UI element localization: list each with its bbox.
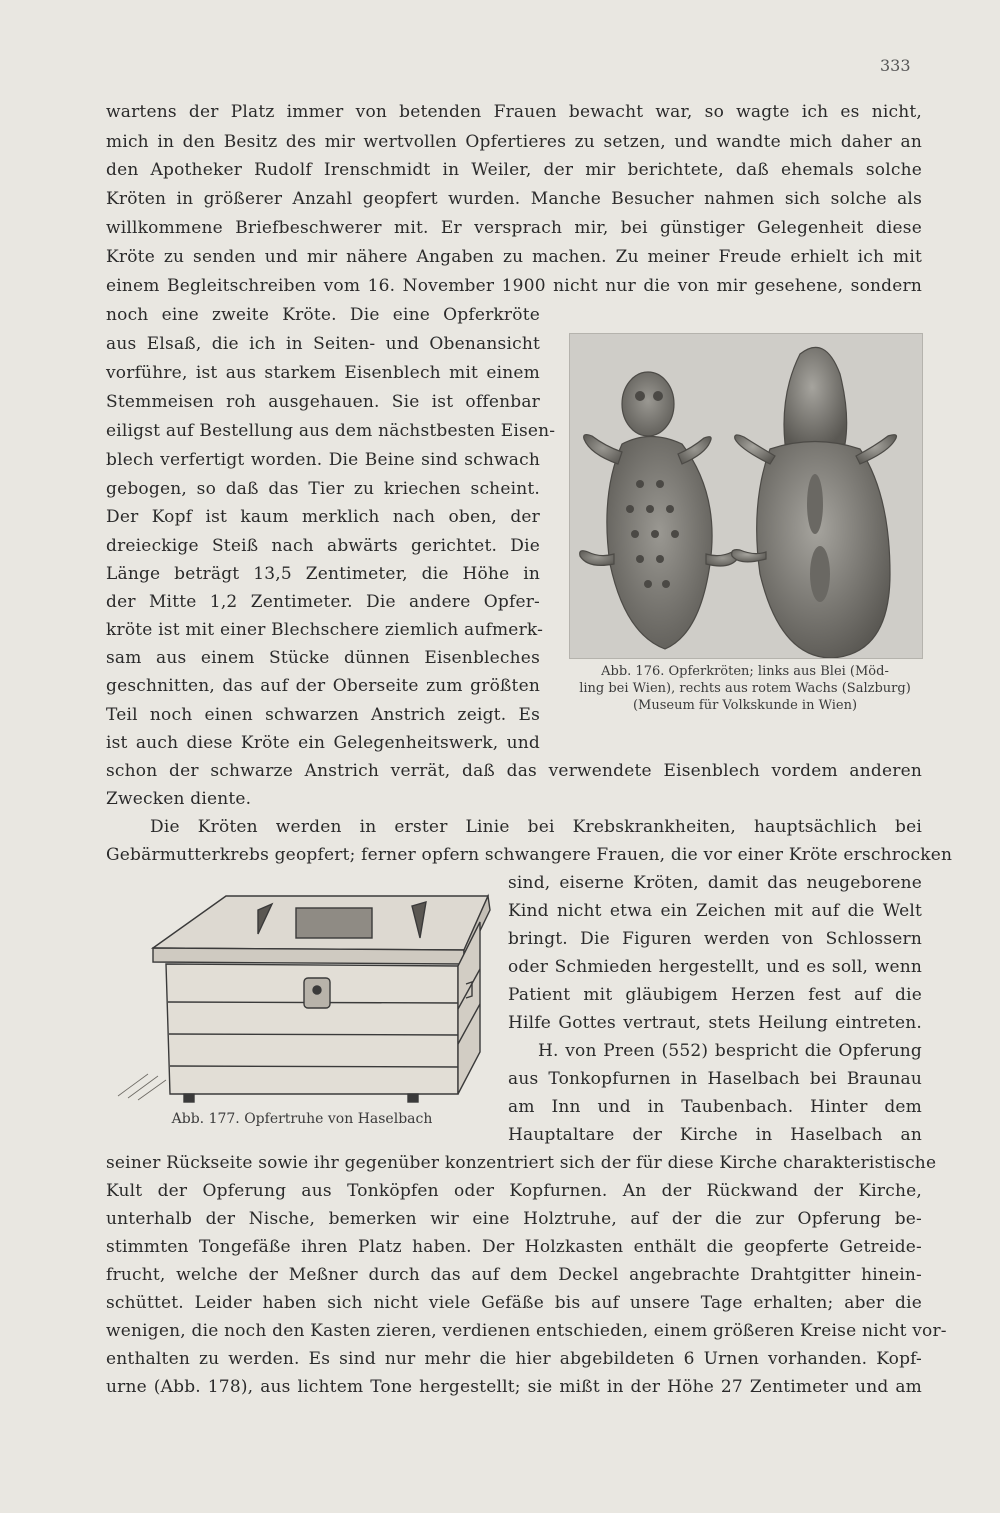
text-line: schon der schwarze Anstrich verrät, daß das verwendete Eisenblech vordem anderen xyxy=(106,761,922,781)
caption-line: (Museum für Volkskunde in Wien) xyxy=(632,697,858,713)
text-line: Kröte zu senden und mir nähere Angaben zu machen. Zu meiner Freude erhielt ich mit xyxy=(106,247,922,267)
text-line: sind, eiserne Kröten, damit das neugeborene xyxy=(508,873,922,893)
text-line: eiligst auf Bestellung aus dem nächstbesten Eisen- xyxy=(106,421,556,441)
offering-chest-illustration xyxy=(108,884,496,1104)
text-line: ist auch diese Kröte ein Gelegenheitswerk, und xyxy=(106,733,540,753)
text-line: seiner Rückseite sowie ihr gegenüber konzentriert sich der für diese Kirche charakteristische xyxy=(106,1153,937,1173)
text-line: dreieckige Steiß nach abwärts gerichtet. Die xyxy=(106,536,540,556)
text-line: Hauptaltare der Kirche in Haselbach an xyxy=(508,1125,922,1145)
text-line: Teil noch einen schwarzen Anstrich zeigt. Es xyxy=(106,705,540,725)
text-line: blech verfertigt worden. Die Beine sind schwach xyxy=(106,450,540,470)
caption-line: ling bei Wien), rechts aus rotem Wachs (Salzburg) xyxy=(579,680,911,696)
figure-177-chest-drawing xyxy=(108,884,496,1104)
text-line: bringt. Die Figuren werden von Schlossern xyxy=(508,929,922,949)
text-line: kröte ist mit einer Blechschere ziemlich aufmerk- xyxy=(106,620,544,640)
text-line: einem Begleitschreiben vom 16. November 1900 nicht nur die von mir gesehene, sondern xyxy=(106,276,922,296)
caption-line: Abb. 176. Opferkröten; links aus Blei (Möd- xyxy=(601,664,889,679)
text-line: enthalten zu werden. Es sind nur mehr die hier abgebildeten 6 Urnen vorhanden. Kopf- xyxy=(106,1349,922,1369)
text-line: frucht, welche der Meßner durch das auf dem Deckel angebrachte Drahtgitter hinein- xyxy=(106,1265,922,1285)
text-line: aus Elsaß, die ich in Seiten- und Obenansicht xyxy=(106,334,540,354)
text-line: Kröten in größerer Anzahl geopfert wurden. Manche Besucher nahmen sich solche als xyxy=(106,189,922,209)
text-line: geschnitten, das auf der Oberseite zum größten xyxy=(106,676,540,696)
text-line: den Apotheker Rudolf Irenschmidt in Weiler, der mir berichtete, daß ehemals solche xyxy=(106,160,922,180)
text-line: urne (Abb. 178), aus lichtem Tone hergestellt; sie mißt in der Höhe 27 Zentimeter und am xyxy=(106,1377,922,1397)
text-line: unterhalb der Nische, bemerken wir eine Holztruhe, auf der die zur Opferung be- xyxy=(106,1209,922,1229)
text-line: mich in den Besitz des mir wertvollen Opfertieres zu setzen, und wandte mich daher an xyxy=(106,132,922,152)
text-line: oder Schmieden hergestellt, und es soll, wenn xyxy=(508,957,922,977)
text-line: Gebärmutterkrebs geopfert; ferner opfern schwangere Frauen, die vor einer Kröte erschrocken xyxy=(106,845,953,865)
text-line: wartens der Platz immer von betenden Frauen bewacht war, so wagte ich es nicht, xyxy=(106,102,922,122)
text-line: gebogen, so daß das Tier zu kriechen scheint. xyxy=(106,479,540,499)
figure-176-toad-photo xyxy=(569,333,923,659)
page-number: 333 xyxy=(880,56,911,75)
text-line: Kind nicht etwa ein Zeichen mit auf die Welt xyxy=(508,901,922,921)
text-line: wenigen, die noch den Kasten zieren, verdienen entschieden, einem größeren Kreise nicht vor- xyxy=(106,1321,947,1341)
figure-176-caption xyxy=(567,664,923,715)
text-line: Hilfe Gottes vertraut, stets Heilung eintreten. xyxy=(508,1013,922,1033)
text-line: noch eine zweite Kröte. Die eine Opferkröte xyxy=(106,305,540,325)
text-line: Stemmeisen roh ausgehauen. Sie ist offenbar xyxy=(106,392,540,412)
text-line: Der Kopf ist kaum merklich nach oben, der xyxy=(106,507,540,527)
text-line: schüttet. Leider haben sich nicht viele Gefäße bis auf unsere Tage erhalten; aber die xyxy=(106,1293,922,1313)
text-line: sam aus einem Stücke dünnen Eisenbleches xyxy=(106,648,540,668)
text-line: aus Tonkopfurnen in Haselbach bei Braunau xyxy=(508,1069,922,1089)
text-line: Patient mit gläubigem Herzen fest auf die xyxy=(508,985,922,1005)
text-line: willkommene Briefbeschwerer mit. Er versprach mir, bei günstiger Gelegenheit diese xyxy=(106,218,922,238)
text-line: Die Kröten werden in erster Linie bei Krebskrankheiten, hauptsächlich bei xyxy=(150,817,922,837)
text-line: der Mitte 1,2 Zentimeter. Die andere Opfer- xyxy=(106,592,540,612)
text-line: stimmten Tongefäße ihren Platz haben. Der Holzkasten enthält die geopferte Getreide- xyxy=(106,1237,922,1257)
figure-177-caption: Abb. 177. Opfertruhe von Haselbach xyxy=(171,1111,433,1127)
text-line: am Inn und in Taubenbach. Hinter dem xyxy=(508,1097,922,1117)
toad-votives-illustration xyxy=(570,334,922,658)
text-line: vorführe, ist aus starkem Eisenblech mit einem xyxy=(106,363,540,383)
text-line: Länge beträgt 13,5 Zentimeter, die Höhe in xyxy=(106,564,540,584)
text-line: Zwecken diente. xyxy=(106,789,252,809)
text-line: Kult der Opferung aus Tonköpfen oder Kopfurnen. An der Rückwand der Kirche, xyxy=(106,1181,922,1201)
text-line: H. von Preen (552) bespricht die Opferung xyxy=(538,1041,922,1061)
